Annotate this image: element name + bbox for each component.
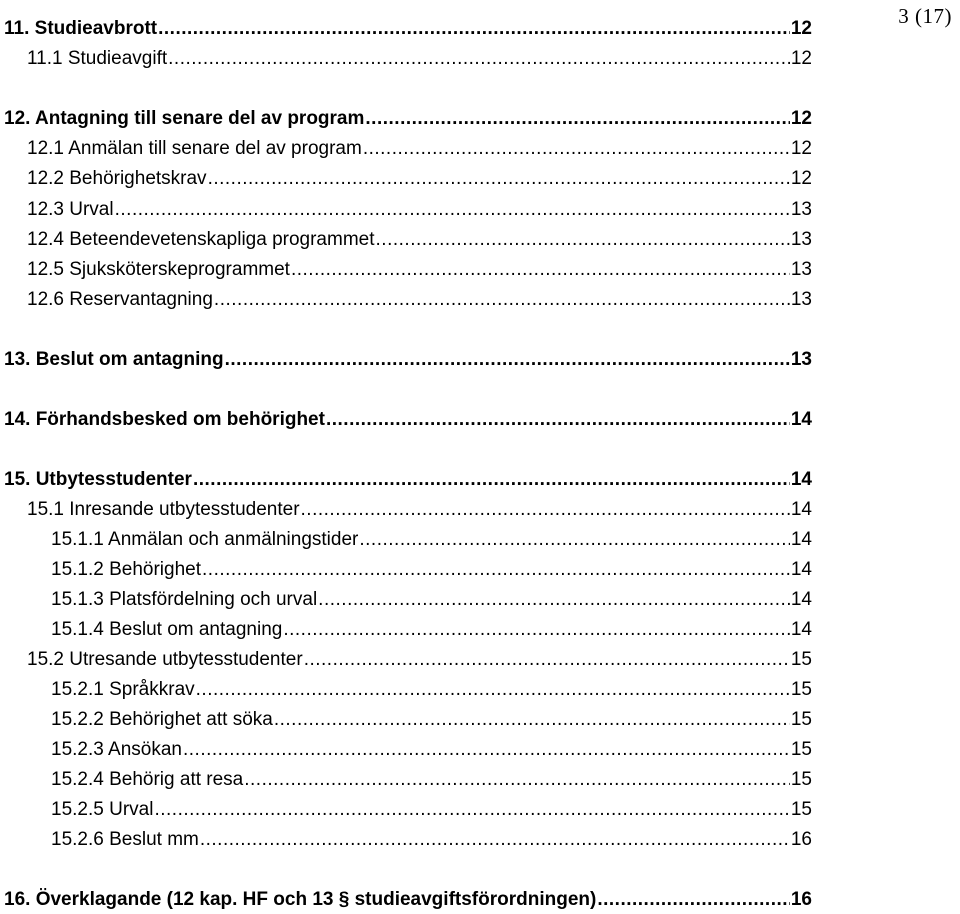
toc-dot-leader <box>193 466 790 494</box>
toc-dot-leader <box>363 135 790 163</box>
toc-entry-label: 11. Studieavbrott <box>4 18 158 39</box>
toc-entry-page: 13 <box>790 289 812 310</box>
toc-entry-page: 12 <box>790 138 812 159</box>
toc-dot-leader <box>200 826 790 854</box>
toc-entry-label: 11.1 Studieavgift <box>27 48 168 69</box>
toc-entry-page: 15 <box>790 799 812 820</box>
toc-entry-page: 14 <box>790 499 812 520</box>
toc-dot-leader <box>158 15 790 43</box>
toc-entry-page: 13 <box>790 349 812 370</box>
toc-entry-page: 14 <box>790 409 812 430</box>
toc-entry-label: 12.3 Urval <box>27 199 114 220</box>
toc-entry[interactable] <box>51 706 812 734</box>
toc-dot-leader <box>359 526 789 554</box>
toc-entry[interactable] <box>51 676 812 704</box>
toc-entry[interactable] <box>51 826 812 854</box>
toc-dot-leader <box>244 766 790 794</box>
toc-entry-label: 15.2.3 Ansökan <box>51 739 182 760</box>
toc-entry-page: 16 <box>790 829 812 850</box>
toc-entry-label: 12. Antagning till senare del av program <box>4 108 365 129</box>
toc-entry-page: 12 <box>790 18 812 39</box>
toc-entry-page: 15 <box>790 739 812 760</box>
toc-entry[interactable] <box>4 346 812 374</box>
toc-entry-page: 13 <box>790 229 812 250</box>
toc-dot-leader <box>168 45 790 73</box>
toc-entry-label: 14. Förhandsbesked om behörighet <box>4 409 325 430</box>
toc-entry-label: 15.2.6 Beslut mm <box>51 829 199 850</box>
toc-dot-leader <box>318 586 790 614</box>
toc-entry-page: 13 <box>790 259 812 280</box>
toc-dot-leader <box>154 796 789 824</box>
toc-dot-leader <box>196 676 790 704</box>
toc-entry-page: 14 <box>790 589 812 610</box>
toc-entry[interactable] <box>27 646 812 674</box>
toc-entry[interactable] <box>51 556 812 584</box>
toc-dot-leader <box>597 886 790 914</box>
toc-entry[interactable] <box>27 496 812 524</box>
toc-entry-label: 12.6 Reservantagning <box>27 289 213 310</box>
toc-entry[interactable] <box>4 406 812 434</box>
toc-entry-label: 15.1.2 Behörighet <box>51 559 202 580</box>
toc-entry-label: 15.1.4 Beslut om antagning <box>51 619 283 640</box>
toc-entry[interactable] <box>4 15 812 43</box>
toc-entry-page: 14 <box>790 619 812 640</box>
toc-entry-page: 14 <box>790 529 812 550</box>
toc-entry[interactable] <box>27 256 812 284</box>
toc-entry-label: 15.1 Inresande utbytesstudenter <box>27 499 300 520</box>
toc-dot-leader <box>225 346 790 374</box>
toc-dot-leader <box>304 646 790 674</box>
toc-dot-leader <box>365 105 789 133</box>
toc-entry[interactable] <box>4 105 812 133</box>
toc-entry-label: 13. Beslut om antagning <box>4 349 224 370</box>
toc-dot-leader <box>208 165 790 193</box>
toc-entry-label: 12.1 Anmälan till senare del av program <box>27 138 362 159</box>
toc-entry-page: 15 <box>790 679 812 700</box>
toc-entry-label: 15.1.1 Anmälan och anmälningstider <box>51 529 359 550</box>
toc-entry[interactable] <box>4 466 812 494</box>
toc-entry-page: 13 <box>790 199 812 220</box>
toc-entry[interactable] <box>27 196 812 224</box>
toc-entry[interactable] <box>27 135 812 163</box>
toc-dot-leader <box>283 616 790 644</box>
toc-dot-leader <box>274 706 790 734</box>
toc-entry[interactable] <box>51 586 812 614</box>
toc-entry-page: 14 <box>790 469 812 490</box>
toc-entry-page: 12 <box>790 168 812 189</box>
toc-dot-leader <box>183 736 790 764</box>
toc-entry-label: 15.2.2 Behörighet att söka <box>51 709 273 730</box>
toc-entry[interactable] <box>51 766 812 794</box>
toc-dot-leader <box>202 556 790 584</box>
toc-entry[interactable] <box>27 165 812 193</box>
toc-entry-label: 15.2.5 Urval <box>51 799 154 820</box>
toc-entry-page: 12 <box>790 48 812 69</box>
toc-entry-page: 15 <box>790 769 812 790</box>
toc-dot-leader <box>326 406 790 434</box>
toc-entry-page: 15 <box>790 709 812 730</box>
toc-entry[interactable] <box>51 526 812 554</box>
toc-dot-leader <box>214 286 790 314</box>
page-number: 3 (17) <box>898 4 952 28</box>
toc-dot-leader <box>291 256 790 284</box>
toc-dot-leader <box>301 496 790 524</box>
toc-dot-leader <box>115 196 790 224</box>
toc-entry-page: 14 <box>790 559 812 580</box>
toc-entry[interactable] <box>51 736 812 764</box>
toc-entry-page: 12 <box>790 108 812 129</box>
toc-entry-label: 16. Överklagande (12 kap. HF och 13 § studieavgiftsförordningen) <box>4 889 597 910</box>
toc-entry-label: 12.5 Sjuksköterskeprogrammet <box>27 259 290 280</box>
toc-entry-label: 12.2 Behörighetskrav <box>27 168 207 189</box>
toc-entry[interactable] <box>27 286 812 314</box>
toc-dot-leader <box>376 226 790 254</box>
toc-entry-label: 15.2.1 Språkkrav <box>51 679 195 700</box>
toc-entry[interactable] <box>51 796 812 824</box>
toc-entry[interactable] <box>27 226 812 254</box>
toc-entry[interactable] <box>51 616 812 644</box>
toc-entry[interactable] <box>27 45 812 73</box>
toc-entry[interactable] <box>4 886 812 914</box>
toc-entry-label: 15. Utbytesstudenter <box>4 469 192 490</box>
toc-entry-label: 15.2.4 Behörig att resa <box>51 769 244 790</box>
toc-entry-label: 15.1.3 Platsfördelning och urval <box>51 589 318 610</box>
toc-entry-page: 16 <box>790 889 812 910</box>
toc-entry-label: 12.4 Beteendevetenskapliga programmet <box>27 229 375 250</box>
toc-entry-label: 15.2 Utresande utbytesstudenter <box>27 649 303 670</box>
toc-entry-page: 15 <box>790 649 812 670</box>
